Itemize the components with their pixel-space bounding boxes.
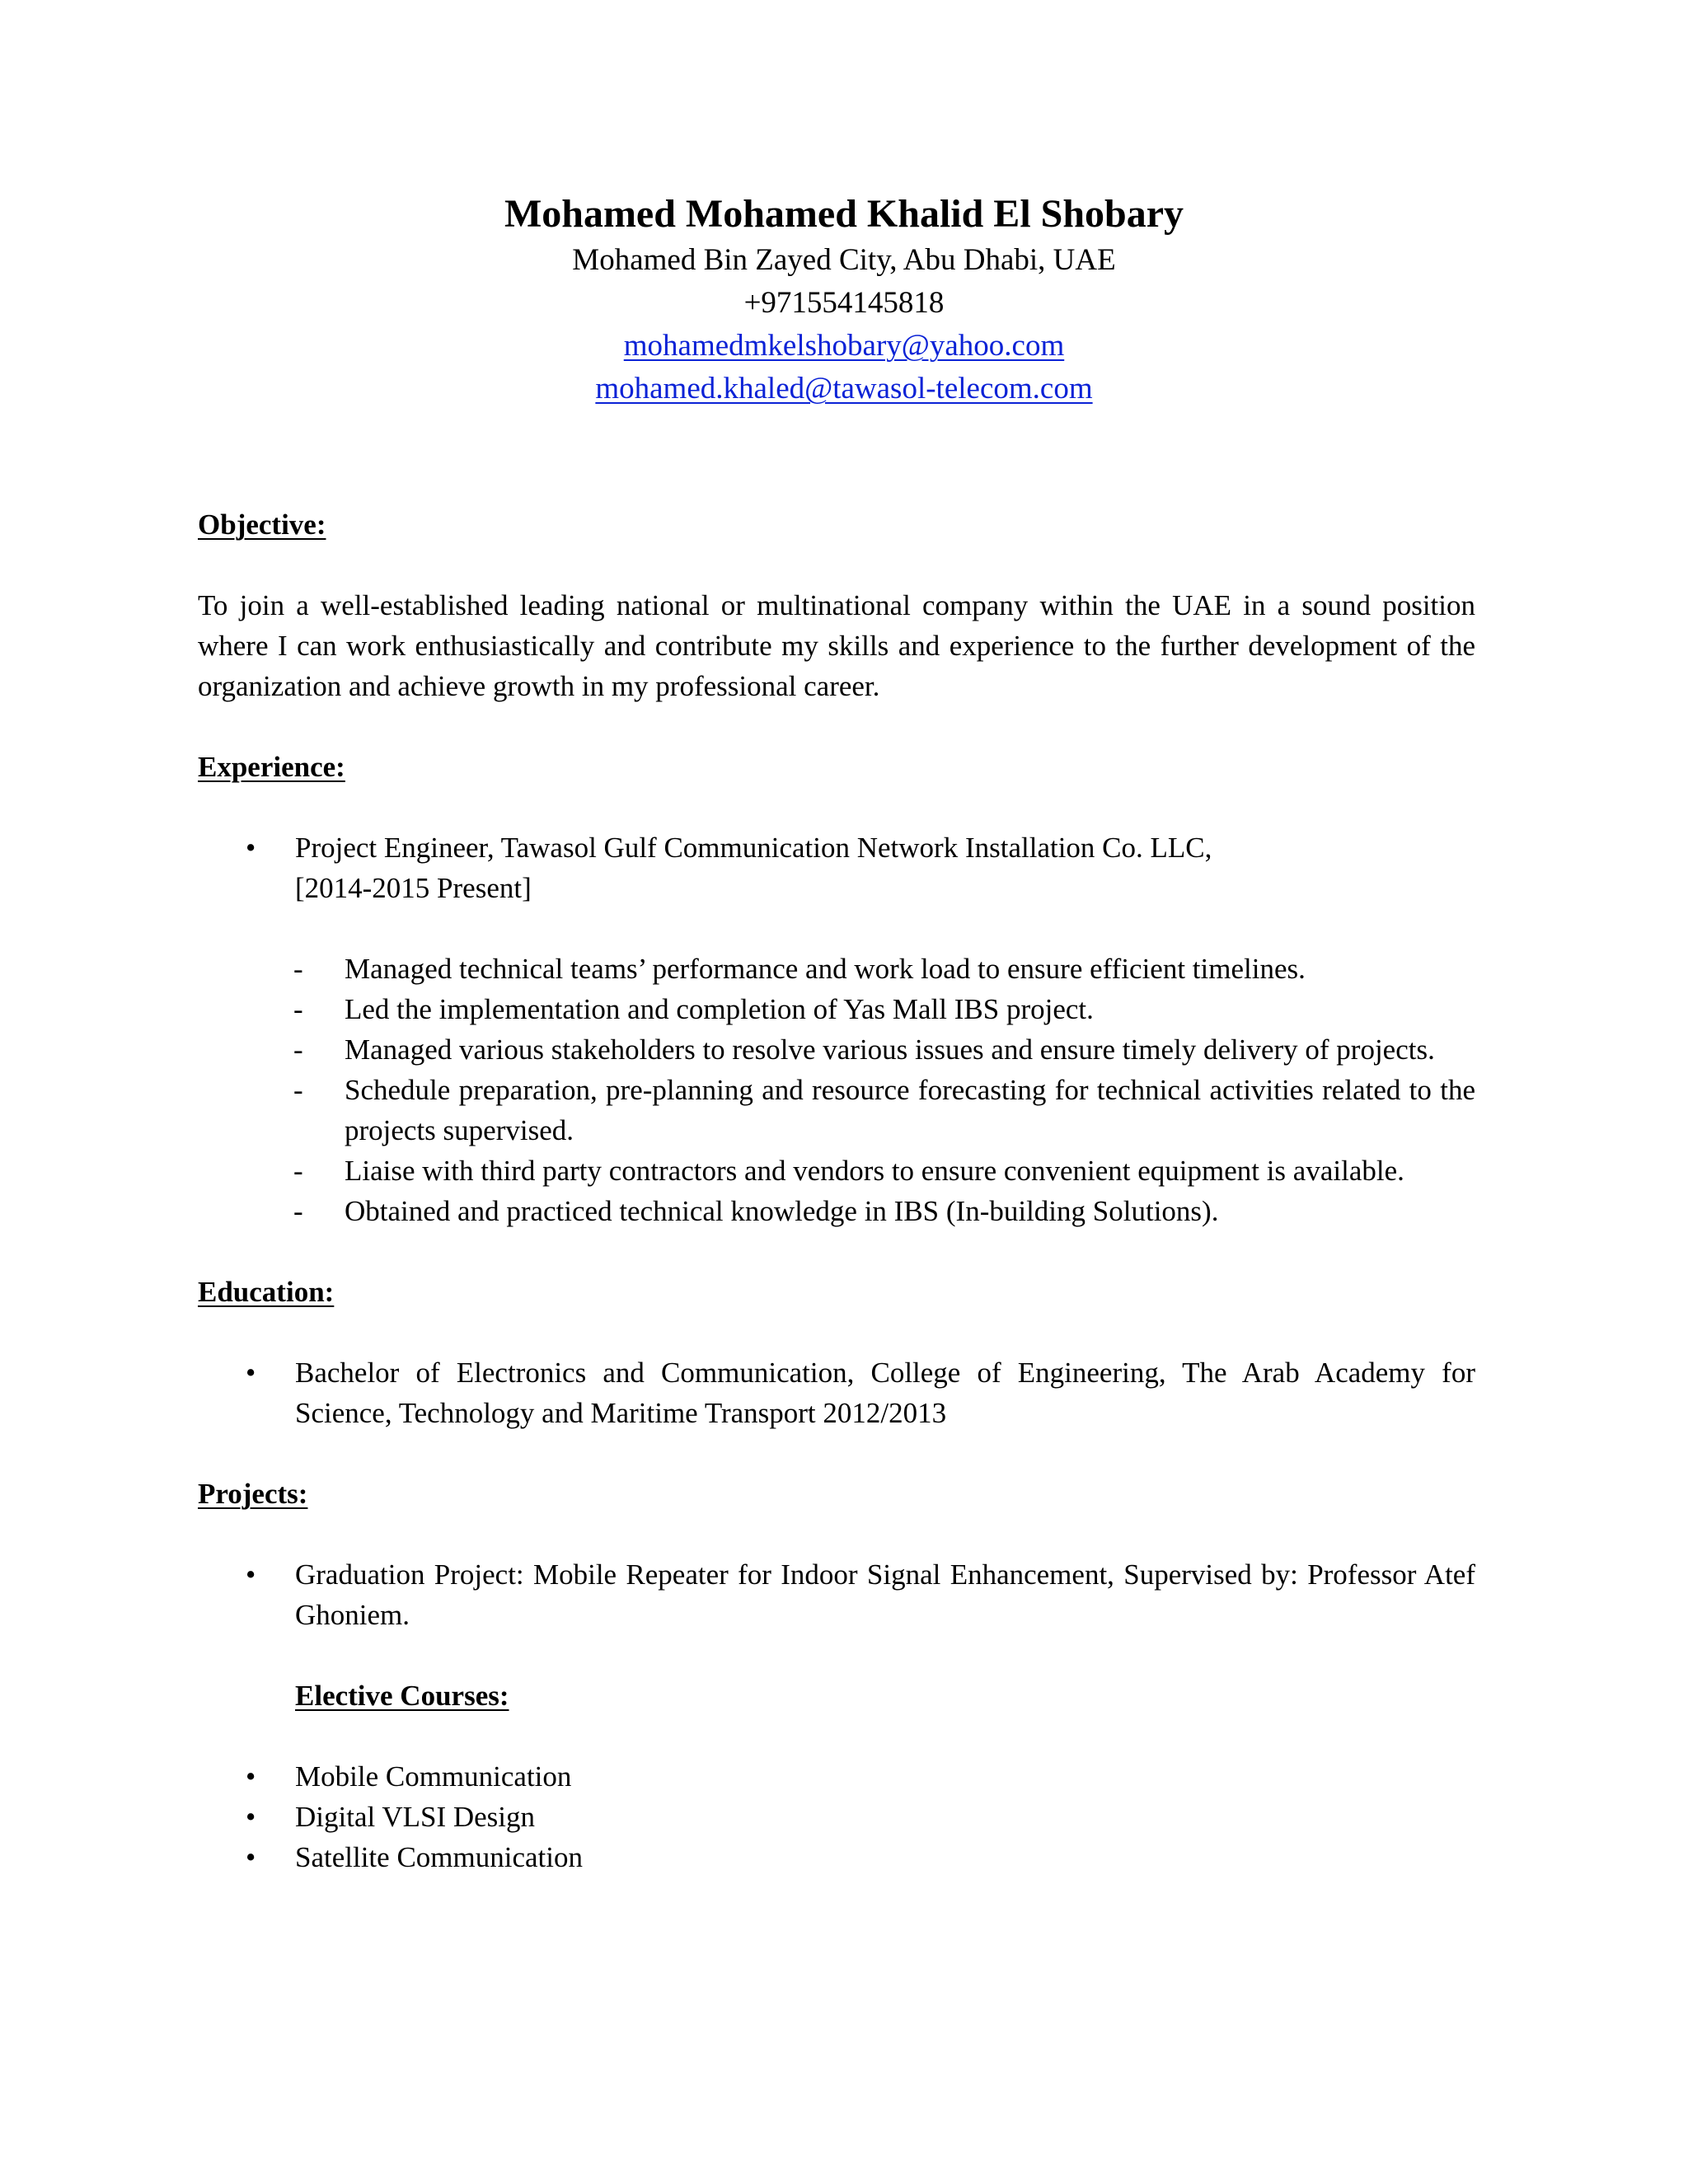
- dash-marker: -: [293, 1074, 303, 1106]
- list-item: [198, 989, 1475, 1029]
- email-link-work[interactable]: mohamed.khaled@tawasol-telecom.com: [595, 372, 1093, 405]
- list-item: [198, 1191, 1475, 1231]
- dash-marker: -: [293, 993, 303, 1025]
- list-item: [198, 1554, 1475, 1635]
- dash-marker: -: [293, 953, 303, 985]
- objective-text: To join a well-established leading national or multinational company within the UAE in a sound position where I can work enthusiastically and contribute my skills and experience to the further development of the organization and achieve growth in my professional career.: [198, 589, 1475, 702]
- candidate-name: Mohamed Mohamed Khalid El Shobary: [504, 192, 1184, 236]
- projects-heading: Projects:: [198, 1478, 308, 1510]
- resume-body: [198, 504, 1475, 1877]
- list-item: [198, 1029, 1475, 1070]
- list-item: [198, 1070, 1475, 1151]
- course-text: Satellite Communication: [295, 1841, 583, 1873]
- objective-heading: Objective:: [198, 509, 326, 541]
- list-item: [198, 1797, 1475, 1837]
- experience-heading: Experience:: [198, 751, 345, 783]
- bullet-marker: •: [246, 1760, 256, 1793]
- list-item: [198, 1352, 1475, 1433]
- projects-list: [198, 1554, 1475, 1635]
- duty-text: Led the implementation and completion of Yas Mall IBS project.: [345, 993, 1094, 1025]
- list-item: [198, 949, 1475, 989]
- phone-number: +971554145818: [743, 286, 945, 320]
- list-item: [198, 1151, 1475, 1191]
- bullet-marker: •: [246, 1801, 256, 1833]
- course-text: Mobile Communication: [295, 1760, 572, 1793]
- bullet-marker: •: [246, 1357, 256, 1389]
- contact-header: [0, 190, 1688, 410]
- job-entry: [198, 827, 1475, 908]
- elective-courses-heading: Elective Courses:: [295, 1680, 509, 1712]
- job-period: [2014-2015 Present]: [295, 872, 532, 904]
- bullet-marker: •: [246, 832, 256, 864]
- job-title: Project Engineer, Tawasol Gulf Communication Network Installation Co. LLC,: [295, 832, 1212, 864]
- elective-courses-list: [198, 1756, 1475, 1877]
- duty-text: Liaise with third party contractors and vendors to ensure convenient equipment is available.: [345, 1155, 1404, 1187]
- duties-list: [198, 949, 1475, 1231]
- list-item: [198, 1837, 1475, 1877]
- address: Mohamed Bin Zayed City, Abu Dhabi, UAE: [572, 243, 1116, 277]
- dash-marker: -: [293, 1155, 303, 1187]
- education-text: Bachelor of Electronics and Communication, College of Engineering, The Arab Academy for Science, Technology and Maritime Transport 2012/2013: [295, 1357, 1475, 1429]
- course-text: Digital VLSI Design: [295, 1801, 536, 1833]
- education-heading: Education:: [198, 1276, 335, 1308]
- project-text: Graduation Project: Mobile Repeater for Indoor Signal Enhancement, Supervised by: Professor Atef Ghoniem.: [295, 1558, 1475, 1631]
- duty-text: Managed various stakeholders to resolve various issues and ensure timely delivery of projects.: [345, 1033, 1435, 1066]
- education-list: [198, 1352, 1475, 1433]
- bullet-marker: •: [246, 1558, 256, 1591]
- dash-marker: -: [293, 1195, 303, 1227]
- email-link-yahoo[interactable]: mohamedmkelshobary@yahoo.com: [623, 329, 1065, 363]
- duty-text: Schedule preparation, pre-planning and resource forecasting for technical activities related to the projects supervised.: [345, 1074, 1475, 1146]
- dash-marker: -: [293, 1033, 303, 1066]
- bullet-marker: •: [246, 1841, 256, 1873]
- list-item: [198, 1756, 1475, 1797]
- duty-text: Managed technical teams’ performance and work load to ensure efficient timelines.: [345, 953, 1306, 985]
- duty-text: Obtained and practiced technical knowledge in IBS (In-building Solutions).: [345, 1195, 1219, 1227]
